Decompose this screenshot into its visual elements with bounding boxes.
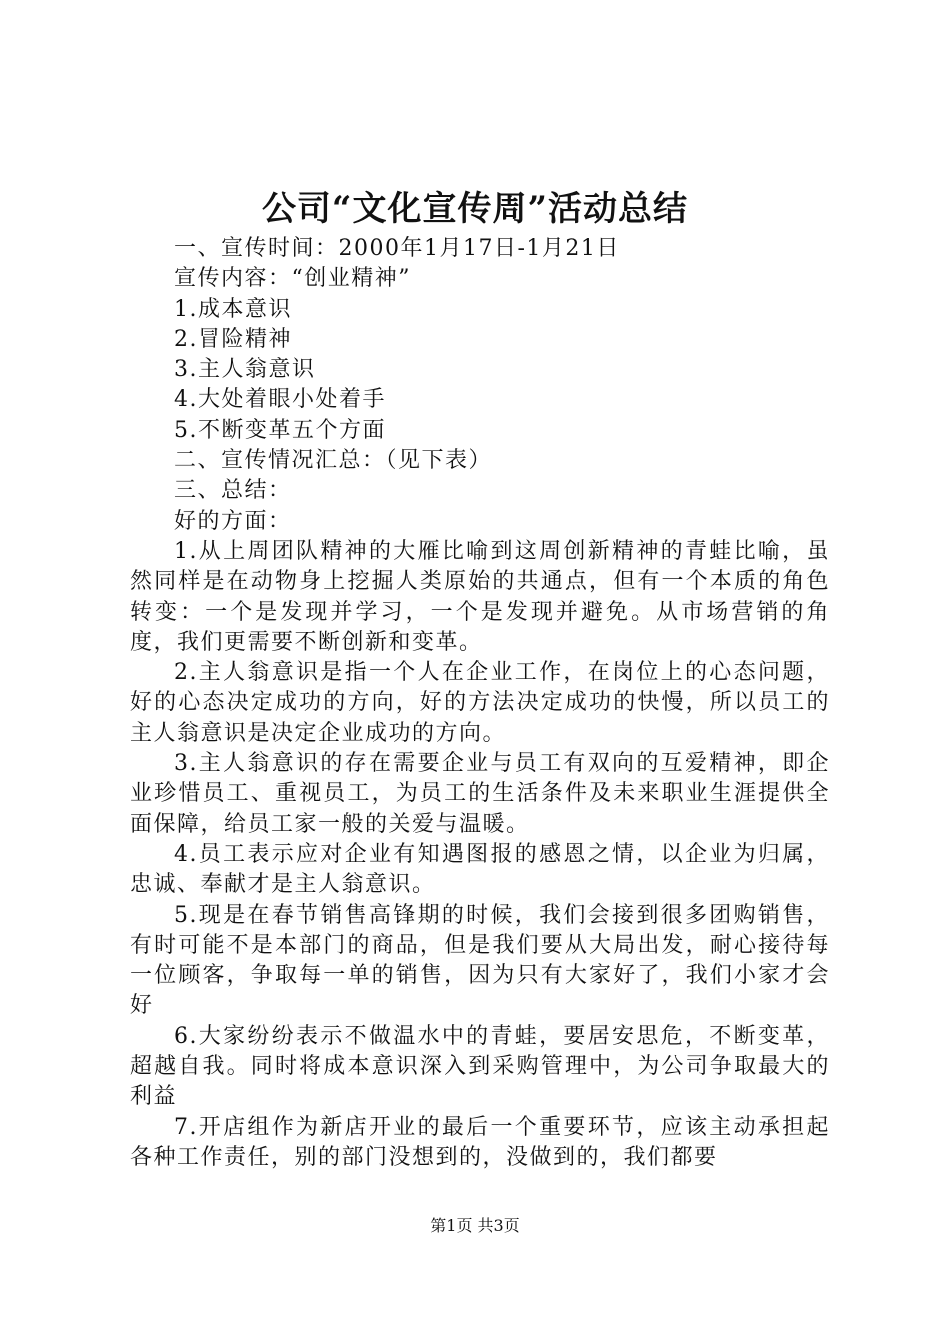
paragraph: 7.开店组作为新店开业的最后一个重要环节，应该主动承担起各种工作责任，别的部门没想到的，没做到的，我们都要 [130, 1114, 830, 1170]
text-line: 一、宣传时间：2000年1月17日-1月21日 [174, 236, 620, 261]
text-line: 二、宣传情况汇总：（见下表） [174, 448, 493, 474]
text-line: 4.大处着眼小处着手 [174, 387, 386, 413]
text-line: 好的方面： [174, 508, 292, 534]
text-line: 宣传内容：“创业精神” [174, 266, 411, 292]
paragraph: 4.员工表示应对企业有知遇图报的感恩之情，以企业为归属，忠诚、奉献才是主人翁意识。 [130, 841, 830, 898]
text-line: 三、总结： [174, 478, 292, 504]
text-line: 1.成本意识 [174, 296, 292, 322]
page-number-footer: 第1页 共3页 [430, 1216, 520, 1235]
text-line: 5.不断变革五个方面 [174, 417, 386, 443]
paragraph: 5.现是在春节销售高锋期的时候，我们会接到很多团购销售，有时可能不是本部门的商品，但是我们要从大局出发，耐心接待每一位顾客，争取每一单的销售，因为只有大家好了，我们小家才会好 [130, 902, 830, 1019]
paragraph: 1.从上周团队精神的大雁比喻到这周创新精神的青蛙比喻，虽然同样是在动物身上挖掘人类原始的共通点，但有一个本质的角色转变：一个是发现并学习，一个是发现并避免。从市场营销的角度，我们更需要不断创新和变革。 [130, 538, 830, 655]
document-title: 公司“文化宣传周”活动总结 [261, 189, 689, 229]
paragraph: 3.主人翁意识的存在需要企业与员工有双向的互爱精神，即企业珍惜员工、重视员工，为员工的生活条件及未来职业生涯提供全面保障，给员工家一般的关爱与温暖。 [130, 751, 830, 837]
document-body [130, 234, 830, 1173]
paragraph: 6.大家纷纷表示不做温水中的青蛙，要居安思危，不断变革，超越自我。同时将成本意识深入到采购管理中，为公司争取最大的利益 [130, 1023, 830, 1110]
text-line: 2.冒险精神 [174, 326, 292, 352]
text-line: 3.主人翁意识 [174, 357, 316, 383]
paragraph: 2.主人翁意识是指一个人在企业工作，在岗位上的心态问题，好的心态决定成功的方向，好的方法决定成功的快慢，所以员工的主人翁意识是决定企业成功的方向。 [130, 660, 830, 746]
